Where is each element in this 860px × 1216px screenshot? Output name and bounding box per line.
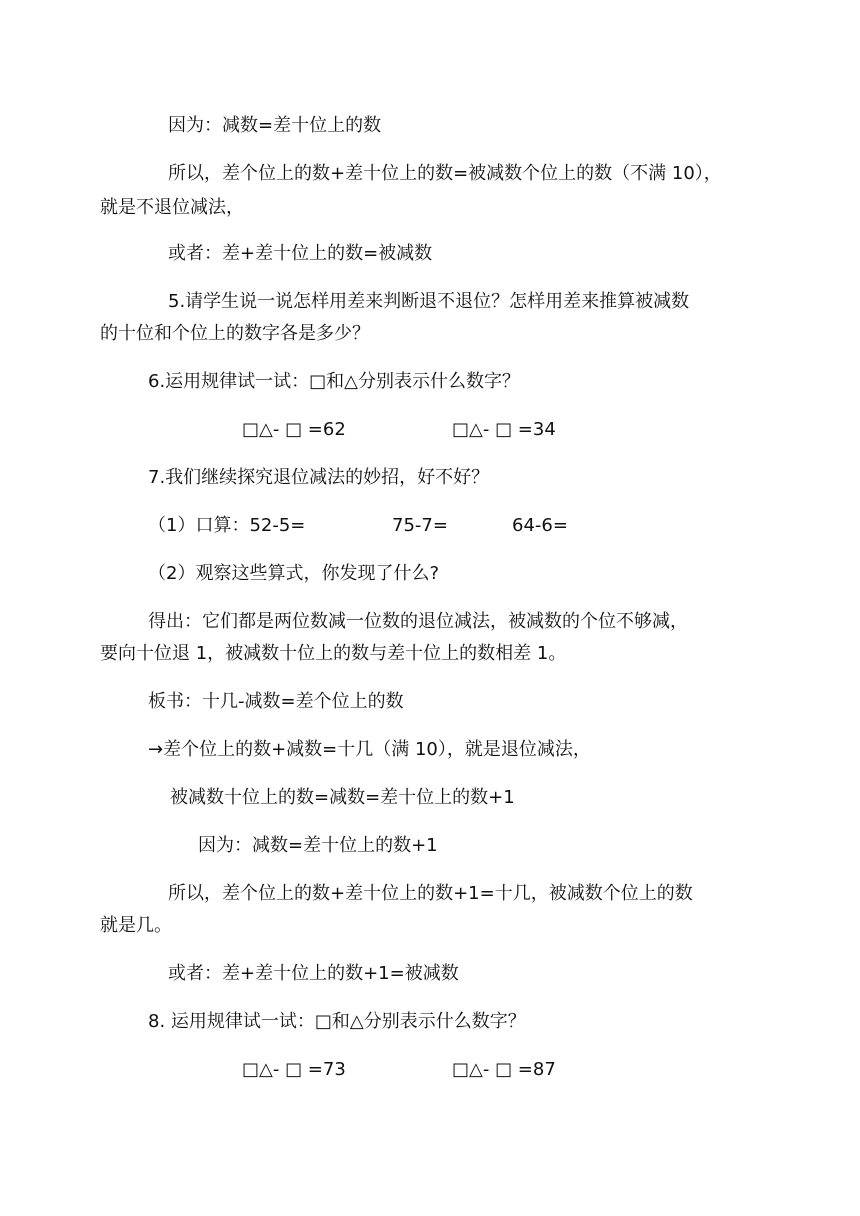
text-line-2: 所以，差个位上的数+差十位上的数=被减数个位上的数（不满 10）， [168,163,722,184]
text-line-8: 7.我们继续探究退位减法的妙招，好不好？ [148,467,490,488]
calc-b: 75-7= [392,515,448,536]
text-line-6: 的十位和个位上的数字各是多少？ [100,323,370,344]
text-line-16: 所以，差个位上的数+差十位上的数+1=十几，被减数个位上的数 [168,883,693,904]
text-line-14: 被减数十位上的数=减数=差十位上的数+1 [170,787,515,808]
text-line-18: 或者：差+差十位上的数+1=被减数 [168,963,459,984]
text-line-17: 就是几。 [100,915,172,936]
text-line-15: 因为：减数=差十位上的数+1 [198,835,438,856]
text-line-5: 5.请学生说一说怎样用差来判断退不退位？怎样用差来推算被减数 [168,291,690,312]
text-line-11: 要向十位退 1，被减数十位上的数与差十位上的数相差 1。 [100,643,567,664]
equation-6a: □△- □ =62 [242,419,346,440]
equation-6b: □△- □ =34 [452,419,556,440]
text-line-3: 就是不退位减法， [100,197,244,218]
calc-a: （1）口算：52-5= [148,515,306,536]
text-line-1: 因为：减数=差十位上的数 [168,115,382,136]
equation-8a: □△- □ =73 [242,1059,346,1080]
equation-8b: □△- □ =87 [452,1059,556,1080]
text-line-13: →差个位上的数+减数=十几（满 10），就是退位减法， [148,739,591,760]
text-line-4: 或者：差+差十位上的数=被减数 [168,243,433,264]
text-line-19: 8. 运用规律试一试：□和△分别表示什么数字？ [148,1011,526,1032]
text-line-12: 板书：十几-减数=差个位上的数 [148,691,404,712]
text-line-9: （2）观察这些算式，你发现了什么? [148,563,440,584]
text-line-10: 得出：它们都是两位数减一位数的退位减法，被减数的个位不够减， [148,611,688,632]
calc-c: 64-6= [512,515,568,536]
text-line-7: 6.运用规律试一试：□和△分别表示什么数字？ [148,371,521,392]
